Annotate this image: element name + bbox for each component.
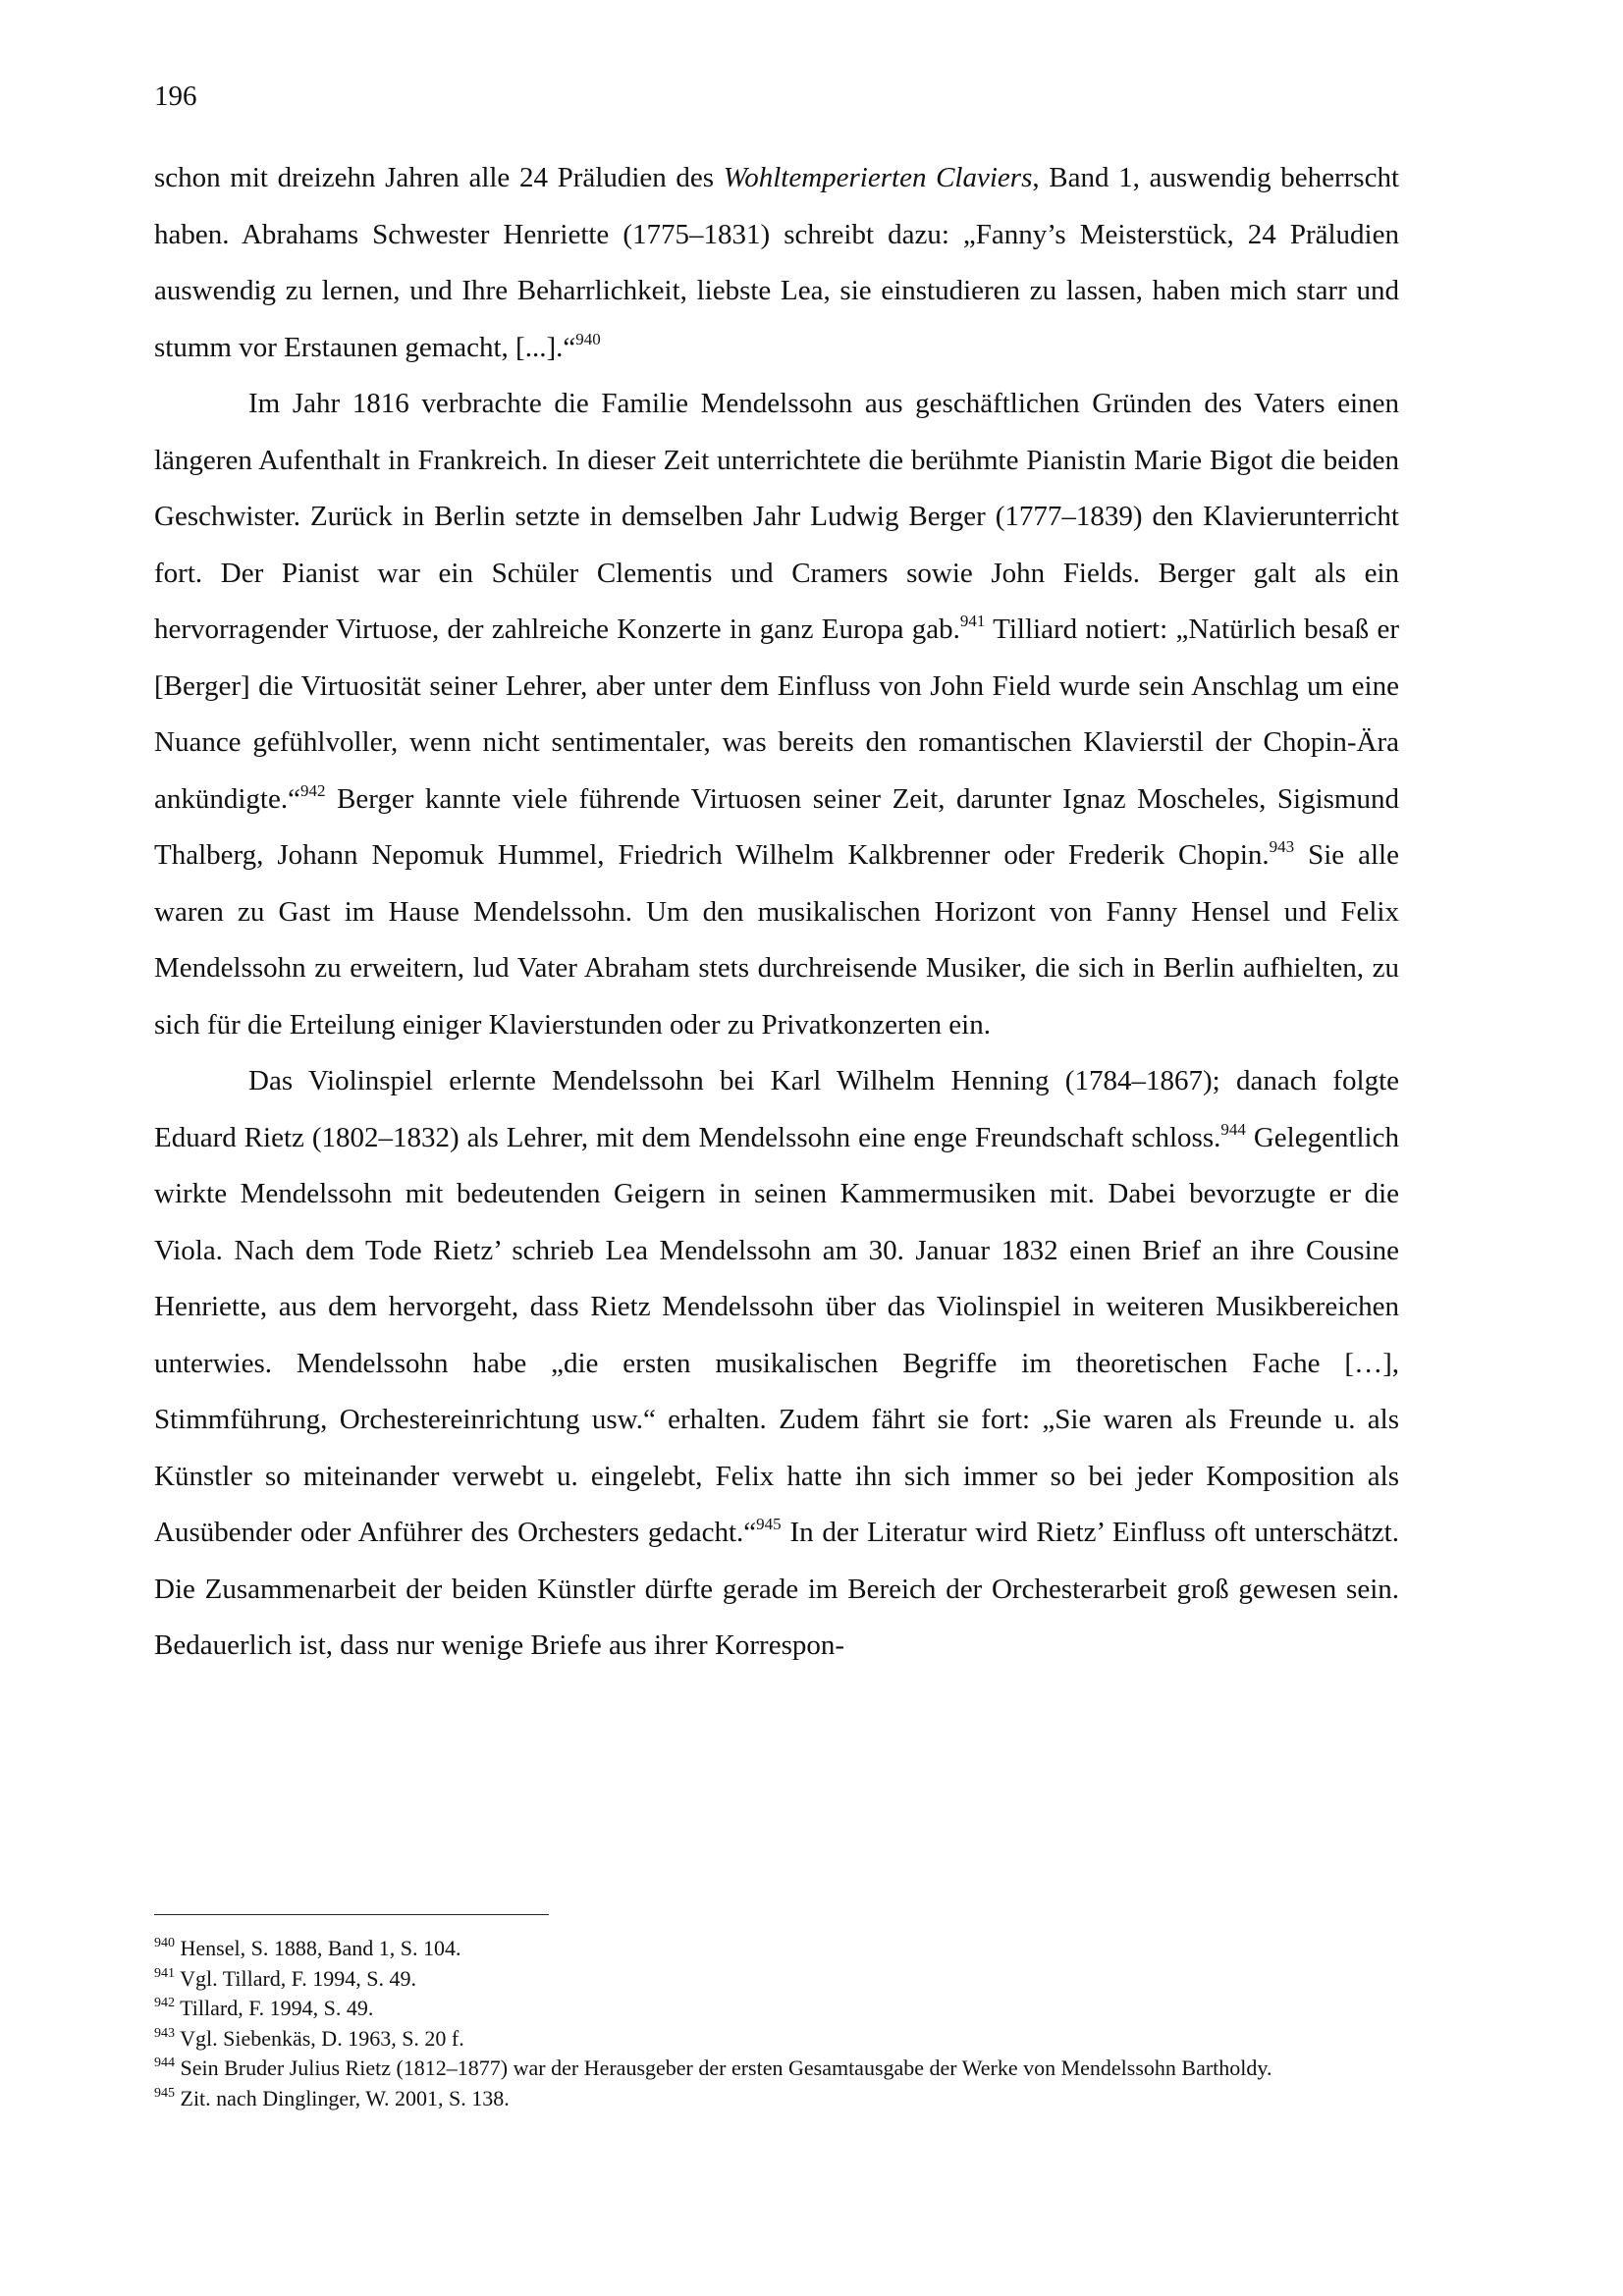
page-number: 196 bbox=[154, 80, 197, 112]
p3-text-c: In der Literatur wird Rietz’ Einfluss oft unterschätzt. Die Zusammenarbeit der beiden Künstler dürfte gerade im Bereich der Orchesterarbeit groß gewesen sein. Bedauerlich ist, dass nur wenige Briefe aus ihrer Korrespon- bbox=[154, 1517, 1399, 1661]
footnote-text: Zit. nach Dinglinger, W. 2001, S. 138. bbox=[175, 2085, 510, 2110]
footnote bbox=[154, 1934, 1377, 1964]
work-title: Wohltemperierten Claviers bbox=[723, 162, 1033, 193]
footnote-text: Tillard, F. 1994, S. 49. bbox=[175, 1996, 374, 2020]
footnote-ref-944[interactable]: 944 bbox=[1220, 1119, 1246, 1139]
p3-text-a: Das Violinspiel erlernte Mendelssohn bei Karl Wilhelm Henning (1784–1867); danach folgte Eduard Rietz (1802–1832) als Lehrer, mit dem Mendelssohn eine enge Freundschaft schloss. bbox=[154, 1065, 1399, 1153]
paragraph-3 bbox=[154, 1053, 1399, 1675]
p2-text-a: Im Jahr 1816 verbrachte die Familie Mendelssohn aus geschäftlichen Gründen des Vaters einen längeren Aufenthalt in Frankreich. In dieser Zeit unterrichtete die berühmte Pianistin Marie Bigot die beiden Geschwister. Zurück in Berlin setzte in demselben Jahr Ludwig Berger (1777–1839) den Klavierunterricht fort. Der Pianist war ein Schüler Clementis und Cramers sowie John Fields. Berger galt als ein hervorragender Virtuose, der zahlreiche Konzerte in ganz Europa gab. bbox=[154, 388, 1399, 645]
footnote-ref-942[interactable]: 942 bbox=[299, 780, 326, 800]
footnote bbox=[154, 2084, 1377, 2114]
footnote-divider bbox=[154, 1914, 549, 1915]
footnote-ref-941[interactable]: 941 bbox=[959, 612, 986, 630]
p2-text-c: Berger kannte viele führende Virtuosen seiner Zeit, darunter Ignaz Moscheles, Sigismund Thalberg, Johann Nepomuk Hummel, Friedrich Wilhelm Kalkbrenner oder Frederik Chopin. bbox=[154, 782, 1399, 871]
footnote bbox=[154, 1964, 1377, 1995]
paragraph-2 bbox=[154, 376, 1399, 1053]
footnote bbox=[154, 1994, 1377, 2024]
footnote-text: Sein Bruder Julius Rietz (1812–1877) war der Herausgeber der ersten Gesamtausgabe der Werke von Mendelssohn Bartholdy. bbox=[175, 2056, 1272, 2080]
footnote-text: Vgl. Siebenkäs, D. 1963, S. 20 f. bbox=[175, 2025, 464, 2051]
footnote-text: Hensel, S. 1888, Band 1, S. 104. bbox=[175, 1936, 461, 1960]
footnote-number: 940 bbox=[154, 1936, 175, 1950]
paragraph-1 bbox=[154, 150, 1399, 376]
footnote-number: 943 bbox=[154, 2025, 175, 2041]
footnote-ref-945[interactable]: 945 bbox=[756, 1515, 782, 1533]
footnote-ref-943[interactable]: 943 bbox=[1269, 837, 1295, 856]
p1-text-a: schon mit dreizehn Jahren alle 24 Präludien des bbox=[154, 162, 724, 193]
p1-text-b: , Band 1, auswendig beherrscht haben. Abrahams Schwester Henriette (1775–1831) schreibt dazu: „Fanny’s Meisterstück, 24 Präludien auswendig zu lernen, und Ihre Beharrlichkeit, liebste Lea, sie einstudieren zu lassen, haben mich starr und stumm vor Erstaunen gemacht, [...].“ bbox=[154, 162, 1399, 363]
body-text bbox=[154, 150, 1399, 1675]
footnote-number: 944 bbox=[154, 2056, 175, 2070]
footnotes bbox=[154, 1934, 1377, 2113]
footnote-number: 945 bbox=[154, 2085, 175, 2101]
p3-text-b: Gelegentlich wirkte Mendelssohn mit bedeutenden Geigern in seinen Kammermusiken mit. Dabei bevorzugte er die Viola. Nach dem Tode Rietz’ schrieb Lea Mendelssohn am 30. Januar 1832 einen Brief an ihre Cousine Henriette, aus dem hervorgeht, dass Rietz Mendelssohn über das Violinspiel in weiteren Musikbereichen unterwies. Mendelssohn habe „die ersten musikalischen Begriffe im theoretischen Fache […], Stimmführung, Orchestereinrichtung usw.“ erhalten. Zudem fährt sie fort: „Sie waren als Freunde u. als Künstler so miteinander verwebt u. eingelebt, Felix hatte ihn sich immer so bei jeder Komposition als Ausübender oder Anführer des Orchesters gedacht.“ bbox=[154, 1121, 1399, 1548]
footnote-text: Vgl. Tillard, F. 1994, S. 49. bbox=[175, 1965, 417, 1991]
p2-text-b: Tilliard notiert: „Natürlich besaß er [Berger] die Virtuosität seiner Lehrer, aber unter dem Einfluss von John Field wurde sein Anschlag um eine Nuance gefühlvoller, wenn nicht sentimentaler, was bereits den romantischen Klavierstil der Chopin-Ära ankündigte.“ bbox=[154, 614, 1399, 815]
footnote-ref-940[interactable]: 940 bbox=[575, 329, 601, 348]
footnote-number: 942 bbox=[154, 1996, 175, 2010]
p2-text-d: Sie alle waren zu Gast im Hause Mendelssohn. Um den musikalischen Horizont von Fanny Hensel und Felix Mendelssohn zu erweitern, lud Vater Abraham stets durchreisende Musiker, die sich in Berlin aufhielten, zu sich für die Erteilung einiger Klavierstunden oder zu Privatkonzerten ein. bbox=[154, 839, 1399, 1041]
footnote bbox=[154, 2024, 1377, 2055]
footnote-number: 941 bbox=[154, 1965, 175, 1981]
footnote bbox=[154, 2054, 1377, 2084]
